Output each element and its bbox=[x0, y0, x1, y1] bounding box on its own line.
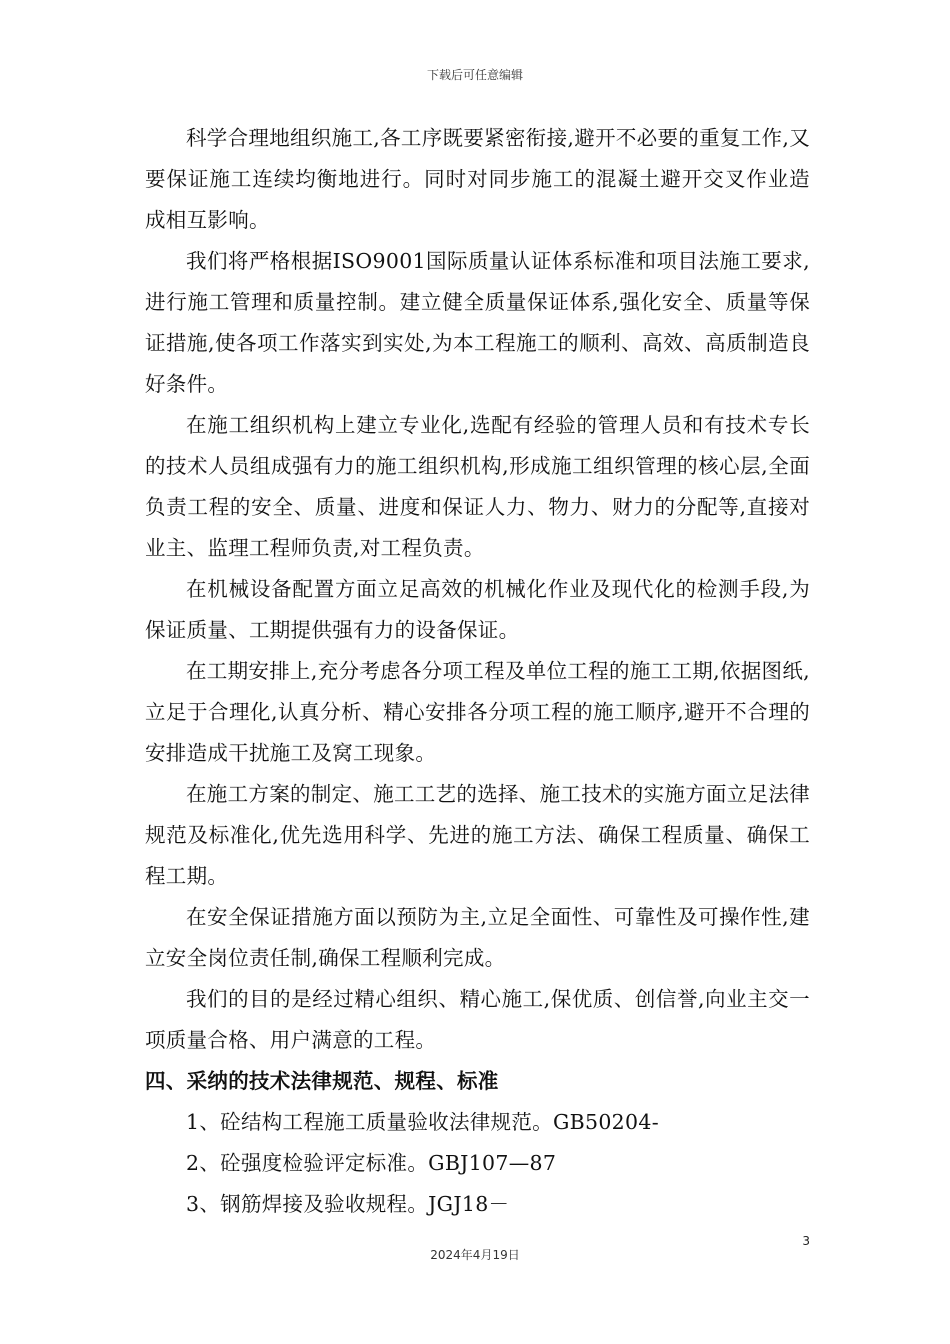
paragraph: 在安全保证措施方面以预防为主,立足全面性、可靠性及可操作性,建立安全岗位责任制,确保工程顺利完成。 bbox=[145, 905, 810, 970]
section-heading: 四、采纳的技术法律规范、规程、标准 bbox=[145, 1069, 499, 1093]
standard-item: 2、砼强度检验评定标准。GBJ107—87 bbox=[186, 1151, 557, 1175]
paragraph: 我们将严格根据ISO9001国际质量认证体系标准和项目法施工要求,进行施工管理和质量控制。建立健全质量保证体系,强化安全、质量等保证措施,使各项工作落实到实处,为本工程施工的顺利、高效、高质制造良好条件。 bbox=[145, 249, 810, 396]
document-body bbox=[145, 118, 810, 1225]
paragraph: 在工期安排上,充分考虑各分项工程及单位工程的施工工期,依据图纸,立足于合理化,认真分析、精心安排各分项工程的施工顺序,避开不合理的安排造成干扰施工及窝工现象。 bbox=[145, 659, 810, 765]
paragraph: 我们的目的是经过精心组织、精心施工,保优质、创信誉,向业主交一项质量合格、用户满意的工程。 bbox=[145, 987, 810, 1052]
standard-item: 1、砼结构工程施工质量验收法律规范。GB50204- bbox=[186, 1110, 659, 1134]
page-number: 3 bbox=[802, 1234, 810, 1248]
standard-item: 3、钢筋焊接及验收规程。JGJ18－ bbox=[186, 1192, 510, 1216]
paragraph: 在机械设备配置方面立足高效的机械化作业及现代化的检测手段,为保证质量、工期提供强有力的设备保证。 bbox=[145, 577, 810, 642]
paragraph: 科学合理地组织施工,各工序既要紧密衔接,避开不必要的重复工作,又要保证施工连续均衡地进行。同时对同步施工的混凝土避开交叉作业造成相互影响。 bbox=[145, 126, 810, 232]
paragraph: 在施工方案的制定、施工工艺的选择、施工技术的实施方面立足法律规范及标准化,优先选用科学、先进的施工方法、确保工程质量、确保工程工期。 bbox=[145, 782, 810, 888]
page-header: 下载后可任意编辑 bbox=[426, 68, 523, 82]
paragraph: 在施工组织机构上建立专业化,选配有经验的管理人员和有技术专长的技术人员组成强有力的施工组织机构,形成施工组织管理的核心层,全面负责工程的安全、质量、进度和保证人力、物力、财力的分配等,直接对业主、监理工程师负责,对工程负责。 bbox=[145, 413, 810, 560]
page-footer-date: 2024年4月19日 bbox=[430, 1248, 520, 1262]
